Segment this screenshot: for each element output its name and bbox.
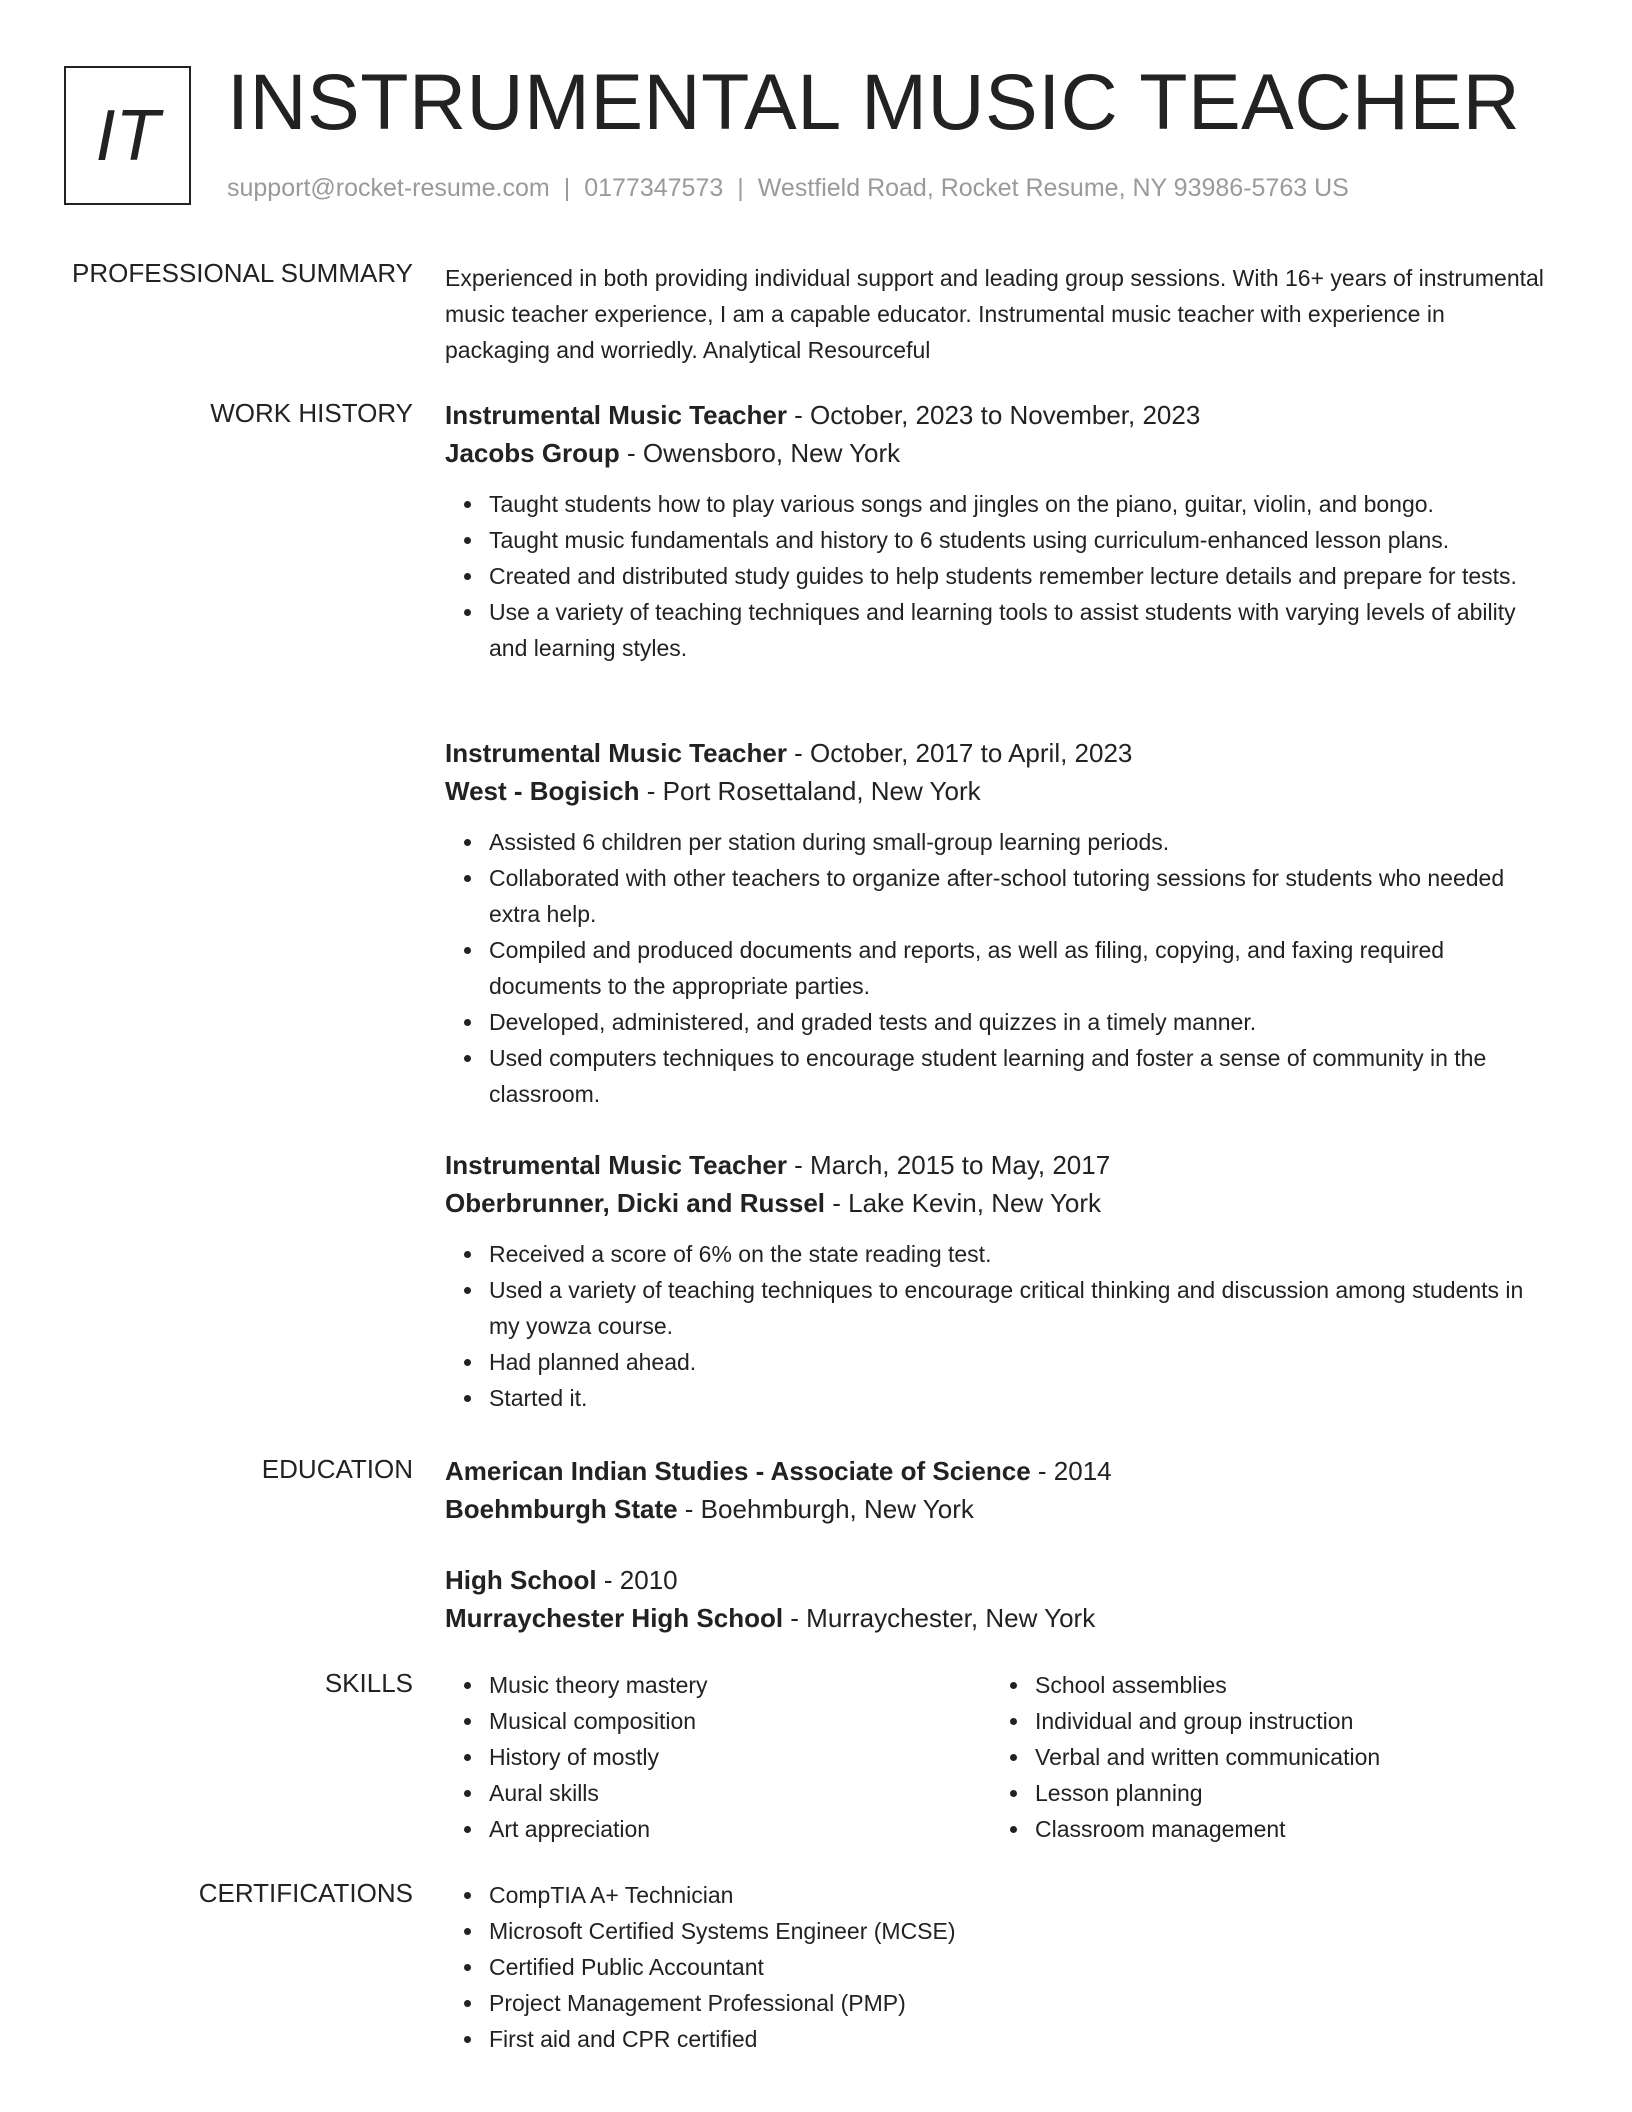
job-location: - Owensboro, New York — [619, 438, 901, 468]
job-bullets — [445, 1236, 1545, 1416]
contact-line — [227, 174, 1349, 203]
summary-text: Experienced in both providing individual support and leading group sessions. With 16+ years of instrumental music teacher experience, I am a capable educator. Instrumental music teacher with experience in packaging and worriedly. Analytical Resourceful — [445, 265, 1544, 363]
job-bullet: Used computers techniques to encourage student learning and foster a sense of community in the classroom. — [489, 1040, 1545, 1112]
job-title-line — [445, 734, 1545, 772]
job-bullet: Use a variety of teaching techniques and learning tools to assist students with varying levels of ability and learning styles. — [489, 594, 1545, 666]
skills-list — [991, 1667, 1531, 1847]
monogram-badge — [64, 66, 191, 205]
job-title: Instrumental Music Teacher — [445, 400, 787, 430]
job-entry — [445, 1146, 1545, 1416]
education-school-line — [445, 1490, 1545, 1528]
skill-item: Classroom management — [1035, 1811, 1531, 1847]
job-bullet: Collaborated with other teachers to organize after-school tutoring sessions for students who needed extra help. — [489, 860, 1545, 932]
education-degree: High School — [445, 1565, 597, 1595]
job-bullet: Used a variety of teaching techniques to encourage critical thinking and discussion among students in my yowza course. — [489, 1272, 1545, 1344]
education-location: - Boehmburgh, New York — [677, 1494, 974, 1524]
contact-phone[interactable]: 0177347573 — [584, 174, 724, 202]
job-bullet: Taught students how to play various songs and jingles on the piano, guitar, violin, and bongo. — [489, 486, 1545, 522]
job-company-line — [445, 1184, 1545, 1222]
job-entry — [445, 734, 1545, 1112]
job-dates: - March, 2015 to May, 2017 — [786, 1150, 1111, 1180]
monogram-text: IT — [95, 95, 160, 176]
education-degree-line — [445, 1561, 1545, 1599]
education-year: - 2010 — [596, 1565, 678, 1595]
contact-address: Westfield Road, Rocket Resume, NY 93986-5763 US — [757, 174, 1349, 202]
skill-item: Individual and group instruction — [1035, 1703, 1531, 1739]
section-label-education: EDUCATION — [261, 1454, 413, 1484]
education-location: - Murraychester, New York — [783, 1603, 1096, 1633]
education-degree: American Indian Studies - Associate of Science — [445, 1456, 1031, 1486]
job-bullets — [445, 486, 1545, 666]
certifications-list — [445, 1877, 1545, 2057]
skills-column-left — [445, 1667, 985, 1847]
job-location: - Port Rosettaland, New York — [639, 776, 981, 806]
job-bullet: Compiled and produced documents and reports, as well as filing, copying, and faxing required documents to the appropriate parties. — [489, 932, 1545, 1004]
certification-item: First aid and CPR certified — [489, 2021, 1545, 2057]
skill-item: Verbal and written communication — [1035, 1739, 1531, 1775]
skills-list — [445, 1667, 985, 1847]
skill-item: Art appreciation — [489, 1811, 985, 1847]
education-entry — [445, 1452, 1545, 1528]
job-company: Oberbrunner, Dicki and Russel — [445, 1188, 825, 1218]
job-title-line — [445, 1146, 1545, 1184]
job-bullet: Started it. — [489, 1380, 1545, 1416]
education-school: Murraychester High School — [445, 1603, 784, 1633]
job-bullet: Received a score of 6% on the state reading test. — [489, 1236, 1545, 1272]
job-bullet: Taught music fundamentals and history to 6 students using curriculum-enhanced lesson plans. — [489, 522, 1545, 558]
job-bullets — [445, 824, 1545, 1112]
contact-email[interactable]: support@rocket-resume.com — [227, 174, 550, 202]
job-dates: - October, 2023 to November, 2023 — [786, 400, 1201, 430]
resume-title: INSTRUMENTAL MUSIC TEACHER — [227, 57, 1521, 146]
education-degree-line — [445, 1452, 1545, 1490]
education-entry — [445, 1561, 1545, 1637]
job-company: West - Bogisich — [445, 776, 640, 806]
job-title: Instrumental Music Teacher — [445, 738, 787, 768]
section-label-summary: PROFESSIONAL SUMMARY — [72, 258, 413, 288]
job-company-line — [445, 434, 1545, 472]
job-company: Jacobs Group — [445, 438, 620, 468]
job-location: - Lake Kevin, New York — [825, 1188, 1102, 1218]
skill-item: School assemblies — [1035, 1667, 1531, 1703]
certification-item: Microsoft Certified Systems Engineer (MCSE) — [489, 1913, 1545, 1949]
education-school: Boehmburgh State — [445, 1494, 678, 1524]
job-bullet: Developed, administered, and graded tests and quizzes in a timely manner. — [489, 1004, 1545, 1040]
skill-item: Musical composition — [489, 1703, 985, 1739]
education-school-line — [445, 1599, 1545, 1637]
skill-item: Lesson planning — [1035, 1775, 1531, 1811]
section-label-skills: SKILLS — [324, 1668, 413, 1698]
contact-separator: | — [737, 174, 744, 202]
certification-item: Certified Public Accountant — [489, 1949, 1545, 1985]
certification-item: CompTIA A+ Technician — [489, 1877, 1545, 1913]
skill-item: History of mostly — [489, 1739, 985, 1775]
job-title-line — [445, 396, 1545, 434]
skill-item: Music theory mastery — [489, 1667, 985, 1703]
job-bullet: Had planned ahead. — [489, 1344, 1545, 1380]
job-dates: - October, 2017 to April, 2023 — [786, 738, 1133, 768]
job-bullet: Assisted 6 children per station during small-group learning periods. — [489, 824, 1545, 860]
job-title: Instrumental Music Teacher — [445, 1150, 787, 1180]
skill-item: Aural skills — [489, 1775, 985, 1811]
skills-column-right — [991, 1667, 1531, 1847]
certification-item: Project Management Professional (PMP) — [489, 1985, 1545, 2021]
section-label-work-history: WORK HISTORY — [210, 398, 413, 428]
job-bullet: Created and distributed study guides to help students remember lecture details and prepare for tests. — [489, 558, 1545, 594]
job-entry — [445, 396, 1545, 666]
education-year: - 2014 — [1030, 1456, 1112, 1486]
contact-separator: | — [563, 174, 571, 202]
section-label-certifications: CERTIFICATIONS — [198, 1878, 413, 1908]
job-company-line — [445, 772, 1545, 810]
